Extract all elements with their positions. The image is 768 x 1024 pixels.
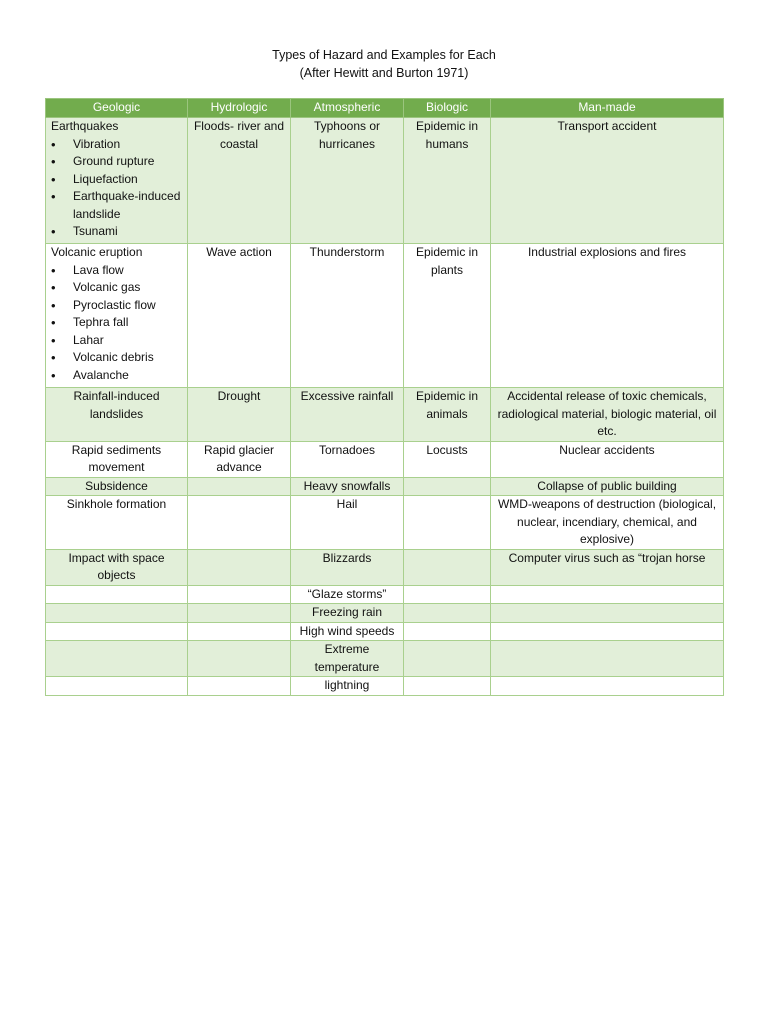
cell-biologic [404,677,491,696]
hazard-types-table [45,98,724,696]
list-item: • Lahar [51,332,182,350]
cell-geologic [46,622,188,641]
cell-man-made [491,622,724,641]
geologic-bullet-list [51,262,182,385]
cell-geologic: Rapid sediments movement [46,441,188,477]
header-man-made: Man-made [491,99,724,118]
cell-man-made: Accidental release of toxic chemicals, radiological material, biologic material, oil etc. [491,388,724,442]
cell-man-made: Collapse of public building [491,477,724,496]
cell-hydrologic [188,604,291,623]
cell-atmospheric: Tornadoes [291,441,404,477]
cell-biologic: Epidemic in humans [404,118,491,244]
cell-hydrologic [188,677,291,696]
table-row [46,677,724,696]
table-row [46,585,724,604]
title-line-2: (After Hewitt and Burton 1971) [299,66,469,80]
table-row [46,118,724,244]
cell-hydrologic: Floods- river and coastal [188,118,291,244]
cell-biologic: Epidemic in animals [404,388,491,442]
title-line-1: Types of Hazard and Examples for Each [272,48,496,62]
cell-atmospheric: Extreme temperature [291,641,404,677]
cell-atmospheric: High wind speeds [291,622,404,641]
document-title [0,46,768,82]
list-item: • Volcanic gas [51,279,182,297]
cell-hydrologic [188,477,291,496]
table-row [46,441,724,477]
cell-man-made [491,604,724,623]
cell-geologic [46,244,188,388]
geologic-heading: Earthquakes [51,119,119,133]
cell-biologic: Locusts [404,441,491,477]
cell-biologic [404,641,491,677]
cell-hydrologic: Rapid glacier advance [188,441,291,477]
cell-hydrologic: Wave action [188,244,291,388]
cell-biologic: Epidemic in plants [404,244,491,388]
cell-man-made [491,585,724,604]
cell-geologic [46,677,188,696]
cell-biologic [404,496,491,550]
cell-biologic [404,622,491,641]
cell-atmospheric: Heavy snowfalls [291,477,404,496]
cell-atmospheric: Blizzards [291,549,404,585]
cell-geologic [46,641,188,677]
cell-geologic: Rainfall-induced landslides [46,388,188,442]
cell-hydrologic: Drought [188,388,291,442]
cell-atmospheric: Excessive rainfall [291,388,404,442]
cell-atmospheric: Thunderstorm [291,244,404,388]
header-biologic: Biologic [404,99,491,118]
cell-man-made: Industrial explosions and fires [491,244,724,388]
cell-biologic [404,585,491,604]
list-item: • Lava flow [51,262,182,280]
cell-geologic: Impact with space objects [46,549,188,585]
list-item: • Pyroclastic flow [51,297,182,315]
cell-hydrologic [188,496,291,550]
cell-man-made: Computer virus such as “trojan horse [491,549,724,585]
table-row [46,244,724,388]
list-item: • Volcanic debris [51,349,182,367]
cell-atmospheric: “Glaze storms” [291,585,404,604]
list-item: • Avalanche [51,367,182,385]
cell-man-made: Transport accident [491,118,724,244]
table-row [46,641,724,677]
cell-hydrologic [188,585,291,604]
header-hydrologic: Hydrologic [188,99,291,118]
cell-man-made [491,677,724,696]
table-row [46,388,724,442]
table-row [46,604,724,623]
list-item: • Tephra fall [51,314,182,332]
header-atmospheric: Atmospheric [291,99,404,118]
cell-atmospheric: Typhoons or hurricanes [291,118,404,244]
cell-geologic [46,585,188,604]
cell-geologic: Sinkhole formation [46,496,188,550]
table-row [46,477,724,496]
cell-atmospheric: Hail [291,496,404,550]
cell-man-made: Nuclear accidents [491,441,724,477]
cell-hydrologic [188,641,291,677]
header-geologic: Geologic [46,99,188,118]
cell-biologic [404,549,491,585]
cell-biologic [404,604,491,623]
geologic-bullet-list [51,136,182,241]
cell-geologic: Subsidence [46,477,188,496]
cell-hydrologic [188,549,291,585]
list-item: • Tsunami [51,223,182,241]
table-row [46,496,724,550]
geologic-heading: Volcanic eruption [51,245,143,259]
cell-man-made [491,641,724,677]
list-item: • Liquefaction [51,171,182,189]
table-row [46,549,724,585]
cell-hydrologic [188,622,291,641]
list-item: • Vibration [51,136,182,154]
list-item: • Ground rupture [51,153,182,171]
cell-geologic [46,118,188,244]
cell-man-made: WMD-weapons of destruction (biological, nuclear, incendiary, chemical, and explosive) [491,496,724,550]
table-header-row [46,99,724,118]
cell-atmospheric: lightning [291,677,404,696]
cell-biologic [404,477,491,496]
table-row [46,622,724,641]
cell-geologic [46,604,188,623]
cell-atmospheric: Freezing rain [291,604,404,623]
list-item: • Earthquake-induced landslide [51,188,182,223]
